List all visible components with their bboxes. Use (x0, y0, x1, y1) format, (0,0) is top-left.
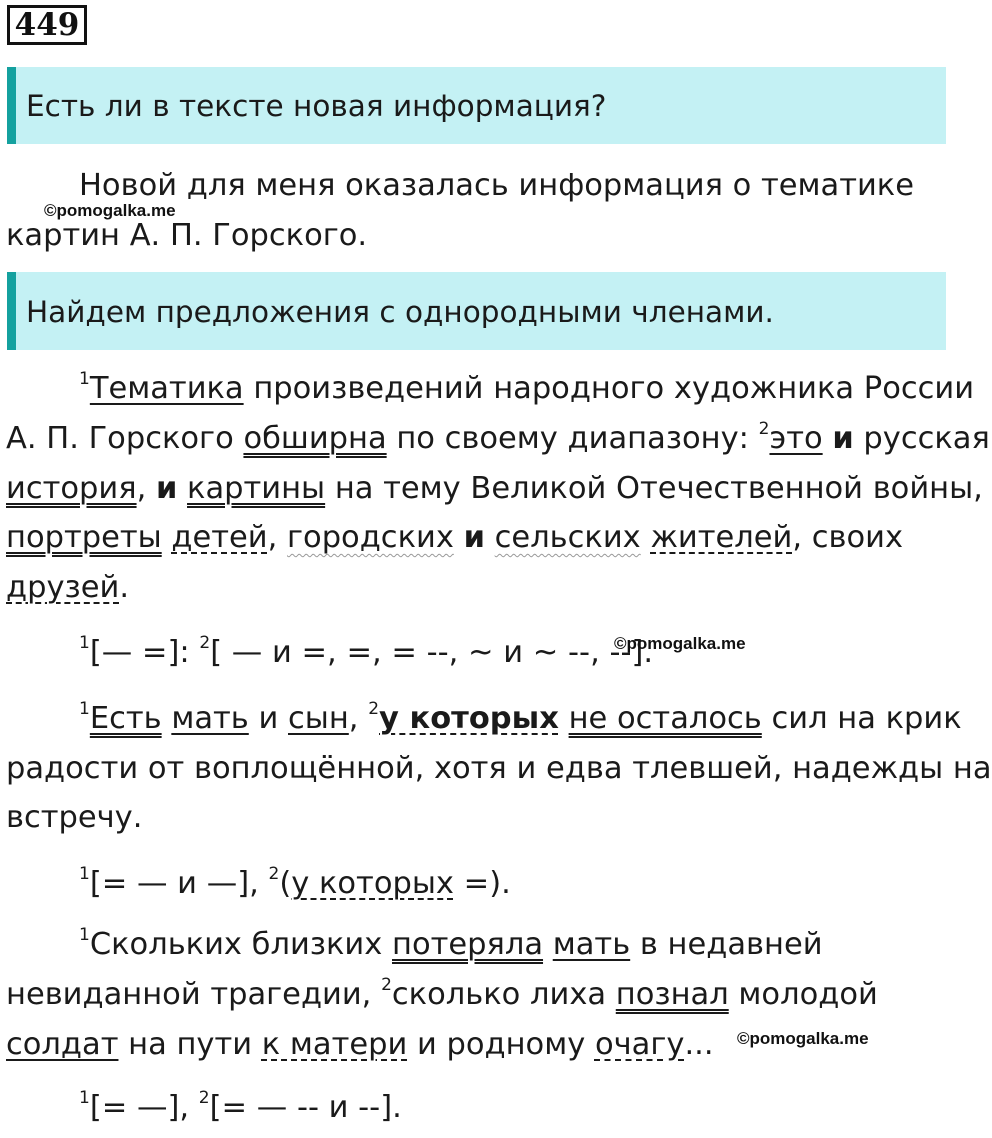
predicate-word: картины (187, 471, 326, 506)
text: молодой (728, 977, 878, 1012)
scheme-part: [= — и —], (89, 866, 269, 901)
sup: 1 (79, 1088, 90, 1108)
section-header-homogeneous: Найдем предложения с однородными членами. (7, 272, 946, 350)
conjunction: и (832, 421, 854, 456)
text: , (348, 701, 369, 736)
sentence3-line1 (6, 925, 960, 975)
exercise-number: 449 (7, 5, 87, 45)
text: и родному (407, 1027, 595, 1062)
sentence1-line5 (6, 568, 960, 618)
sup: 2 (381, 975, 392, 995)
predicate-word: Есть (89, 701, 162, 736)
text: сил на крик (761, 701, 962, 736)
watermark: ©pomogalka.me (614, 634, 746, 653)
text (641, 520, 651, 555)
text (485, 520, 495, 555)
sentence1-line1 (6, 369, 975, 419)
subject-word: мать (552, 927, 631, 962)
sup: 2 (198, 1088, 210, 1108)
predicate-word: потеряла (392, 927, 544, 962)
sentence2-line2: радости от воплощённой, хотя и едва тлевшей, надежды на (6, 751, 992, 786)
scheme-part: [— =]: (89, 635, 200, 670)
scheme3 (6, 1088, 960, 1138)
text: невиданной трагедии, (6, 977, 382, 1012)
text: , (136, 471, 156, 506)
attribute-word: сельских (494, 520, 641, 555)
text: ... (684, 1027, 714, 1062)
text: в недавней (630, 927, 823, 962)
watermark: ©pomogalka.me (737, 1029, 869, 1048)
predicate-word: история (6, 471, 137, 506)
sup: 2 (758, 419, 770, 439)
text (162, 701, 172, 736)
sentence1-line4 (6, 518, 960, 568)
text: . (119, 570, 130, 605)
text (177, 471, 187, 506)
text: на пути (118, 1027, 262, 1062)
scheme-part: [= — -- и --]. (209, 1090, 402, 1125)
subject-word: солдат (6, 1027, 119, 1062)
scheme-relative-word: у которых (291, 866, 454, 901)
sup: 1 (79, 864, 90, 884)
complement-word: к матери (261, 1027, 408, 1062)
answer-line-1: Новой для меня оказалась информация о тематике (79, 168, 914, 203)
conjunction: и (463, 520, 485, 555)
text (162, 520, 172, 555)
sup: 2 (268, 864, 280, 884)
text: произведений народного художника России (243, 371, 975, 406)
text (823, 421, 833, 456)
predicate-word: обширна (243, 421, 387, 456)
text (559, 701, 569, 736)
text (543, 927, 553, 962)
predicate-word: познал (615, 977, 729, 1012)
relative-word: у которых (379, 701, 559, 736)
text: и (248, 701, 288, 736)
sentence3-line2 (6, 975, 960, 1025)
text: , (267, 520, 288, 555)
sentence1-line2 (6, 419, 990, 469)
scheme1 (6, 633, 960, 683)
sentence1-line3 (6, 469, 983, 519)
text: Скольких близких (89, 927, 392, 962)
sup: 1 (79, 633, 90, 653)
sup: 1 (79, 369, 90, 389)
text (454, 520, 464, 555)
predicate-word: не осталось (568, 701, 762, 736)
section-header-new-info: Есть ли в тексте новая информация? (7, 67, 946, 144)
conjunction: и (155, 471, 178, 506)
sup: 2 (199, 633, 211, 653)
subject-word: мать (171, 701, 249, 736)
text: русская (853, 421, 990, 456)
attribute-word: городских (287, 520, 454, 555)
text: сколько лиха (391, 977, 616, 1012)
complement-word: очагу (594, 1027, 685, 1062)
text: , своих (792, 520, 904, 555)
watermark: ©pomogalka.me (44, 201, 176, 220)
scheme-part: [ — и =, =, = --, ~ и ~ --, --]. (210, 635, 654, 670)
sup: 2 (368, 699, 380, 719)
sentence2-line1 (6, 699, 960, 749)
sup: 1 (79, 925, 90, 945)
scheme2 (6, 864, 960, 914)
subject-word: это (769, 421, 823, 456)
sup: 1 (79, 699, 90, 719)
complement-word: жителей (650, 520, 793, 555)
text: А. П. Горского (6, 421, 244, 456)
scheme-part: ( (279, 866, 292, 901)
answer-line-2: картин А. П. Горского. (6, 218, 368, 253)
scheme-part: [= —], (89, 1090, 199, 1125)
text: на тему Великой Отечественной войны, (325, 471, 983, 506)
text: по своему диапазону: (386, 421, 759, 456)
scheme-part: =). (453, 866, 511, 901)
subject-word: Тематика (89, 371, 244, 406)
complement-word: друзей (6, 570, 120, 605)
predicate-word: портреты (6, 520, 162, 555)
complement-word: детей (171, 520, 268, 555)
sentence2-line3: встречу. (6, 800, 143, 835)
subject-word: сын (288, 701, 349, 736)
